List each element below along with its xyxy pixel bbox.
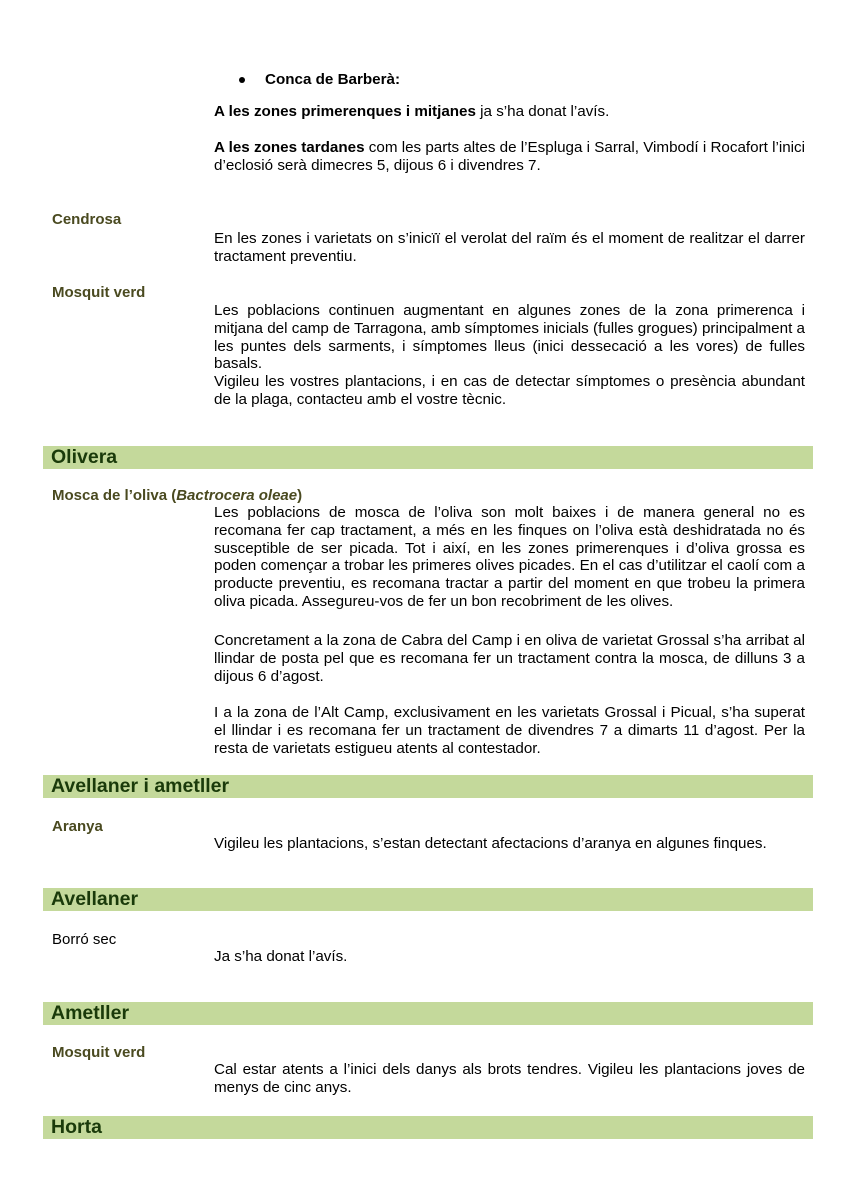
mosquit-verd-text-1: Les poblacions continuen augmentant en algunes zones de la zona primerenca i mitjana del camp de Tarragona, amb símptomes inicials (fulles grogues) principalment a les puntes dels sarments, i símptomes lleus (inici dessecació a les vores) de fulles basals. [214, 302, 805, 373]
mosca-label-latin: Bactrocera oleae [176, 487, 298, 504]
cendrosa-label: Cendrosa [52, 211, 122, 228]
conca-paragraph-1 [214, 103, 805, 121]
borro-sec-label: Borró sec [52, 931, 117, 948]
aranya-label: Aranya [52, 818, 103, 835]
conca-p1-rest: ja s’ha donat l’avís. [475, 103, 610, 120]
section-banner-ametller [43, 1002, 813, 1025]
conca-title: Conca de Barberà: [265, 71, 401, 88]
mosquit-verd-label: Mosquit verd [52, 284, 146, 301]
conca-paragraph-2 [214, 139, 805, 175]
section-title: Horta [51, 1116, 102, 1138]
conca-p1-bold: A les zones primerenques i mitjanes [214, 103, 476, 120]
borro-sec-text: Ja s’ha donat l’avís. [214, 948, 348, 965]
cendrosa-text: En les zones i varietats on s’inicïï el verolat del raïm és el moment de realitzar el darrer tractament preventiu. [214, 230, 805, 265]
mosca-oliva-label [52, 487, 302, 504]
mosca-label-prefix: Mosca de l’oliva ( [52, 487, 177, 504]
olivera-paragraph-3: I a la zona de l’Alt Camp, exclusivament en les varietats Grossal i Picual, s’ha superat el llindar i es recomana fer un tractament de divendres 7 a dimarts 11 d’agost. Per la resta de varietats estigueu atents al contestador. [214, 704, 805, 757]
section-title: Avellaner i ametller [51, 775, 230, 797]
conca-p2-bold: A les zones tardanes [214, 139, 365, 156]
section-title: Ametller [51, 1002, 130, 1024]
section-banner-olivera [43, 446, 813, 469]
section-title: Olivera [51, 446, 118, 468]
section-banner-avellaner [43, 888, 813, 911]
section-banner-horta [43, 1116, 813, 1139]
mosquit-verd-text-2: Vigileu les vostres plantacions, i en cas de detectar símptomes o presència abundant de la plaga, contacteu amb el vostre tècnic. [214, 373, 805, 408]
ametller-mosquit-text: Cal estar atents a l’inici dels danys als brots tendres. Vigileu les plantacions joves de menys de cinc anys. [214, 1061, 805, 1096]
olivera-paragraph-2: Concretament a la zona de Cabra del Camp i en oliva de varietat Grossal s’ha arribat al llindar de posta pel que es recomana fer un tractament contra la mosca, de dilluns 3 a dijous 6 d’agost. [214, 632, 805, 685]
mosquit-verd-text [214, 302, 805, 409]
ametller-mosquit-label: Mosquit verd [52, 1044, 146, 1061]
mosca-label-suffix: ) [297, 487, 303, 504]
aranya-text: Vigileu les plantacions, s’estan detectant afectacions d’aranya en algunes finques. [214, 835, 767, 852]
conca-p2-rest: com les parts altes de l’Espluga i Sarral, Vimbodí i Rocafort l’inici d’eclosió serà dimecres 5, dijous 6 i divendres 7. [214, 139, 806, 174]
bullet-icon [239, 77, 245, 83]
olivera-paragraph-1: Les poblacions de mosca de l’oliva son molt baixes i de manera general no es recomana fer cap tractament, a més en les finques on l’oliva està deshidratada no és susceptible de ser picada. Tot i així, en les zones primerenques i d’oliva grossa es poden començar a trobar les primeres olives picades. En el cas d’utilitzar el caolí com a producte preventiu, es recomana tractar a partir del moment en que trobeu la primera oliva picada. Assegureu-vos de fer un bon recobriment de les olives. [214, 504, 805, 610]
section-title: Avellaner [51, 888, 139, 910]
section-banner-avellaner-ametller [43, 775, 813, 798]
